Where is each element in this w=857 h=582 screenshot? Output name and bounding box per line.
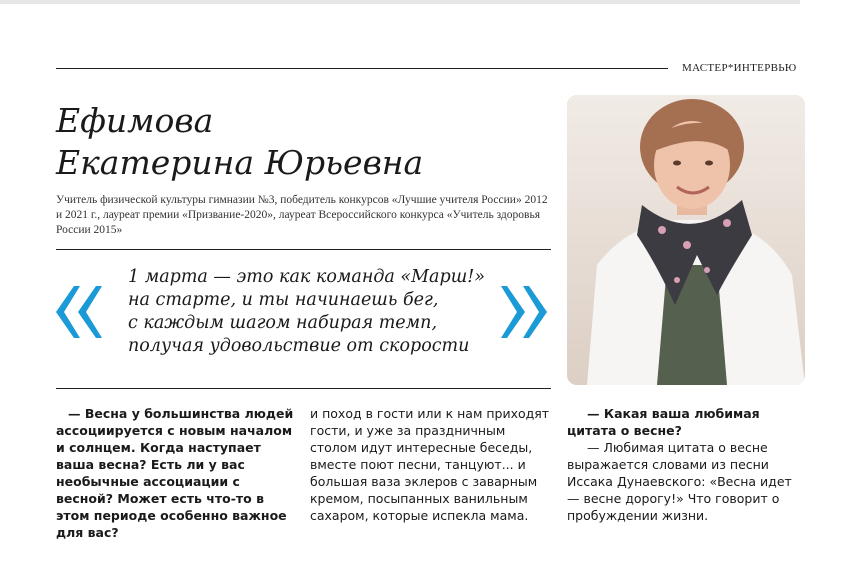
interview-column-3: [567, 405, 807, 524]
quote-bottom-rule: [56, 388, 551, 389]
header-rule: [56, 68, 668, 69]
pull-quote-line: получая удовольствие от скорости: [128, 336, 470, 356]
open-quote-icon: [50, 282, 106, 342]
answer-1-continued: и поход в гости или к нам приходят гости, и уже за праздничным столом идут интересные беседы, вместе поют песни, танцуют... и большая ваза эклеров с заварным кремом, посыпанных ванильным сахаром, которые испекла мама.: [310, 406, 550, 523]
person-given-names: Екатерина Юрьевна: [56, 143, 424, 182]
section-label: МАСТЕР*ИНТЕРВЬЮ: [682, 62, 797, 74]
pull-quote-line: с каждым шагом набирая темп,: [128, 313, 438, 333]
answer-2: — Любимая цитата о весне выражается словами из песни Иссака Дунаевского: «Весна идет — весне дорогу!» Что говорит о пробуждении жизни.: [567, 440, 792, 523]
person-bio: Учитель физической культуры гимназии №3, победитель конкурсов «Лучшие учителя России» 2012 и 2021 г., лауреат премии «Призвание-2020», лауреат Всероссийского конкурса «Учитель здоровья России 2015»: [56, 194, 548, 236]
close-quote-icon: [497, 282, 553, 342]
question-1: — Весна у большинства людей ассоциируется с новым началом и солнцем. Когда наступает ваша весна? Есть ли у вас необычные ассоциации с весной? Может есть что-то в этом периоде особенно важное для вас?: [56, 406, 294, 540]
pull-quote: [128, 266, 498, 358]
person-surname: Ефимова: [56, 101, 214, 140]
top-gray-strip: [0, 0, 800, 4]
quote-top-rule: [56, 249, 551, 250]
question-2: — Какая ваша любимая цитата о весне?: [567, 406, 760, 438]
portrait-photo: [567, 95, 805, 385]
person-name: [56, 100, 423, 184]
pull-quote-line: на старте, и ты начинаешь бег,: [128, 290, 439, 310]
pull-quote-line: 1 марта — это как команда «Марш!»: [128, 267, 486, 287]
